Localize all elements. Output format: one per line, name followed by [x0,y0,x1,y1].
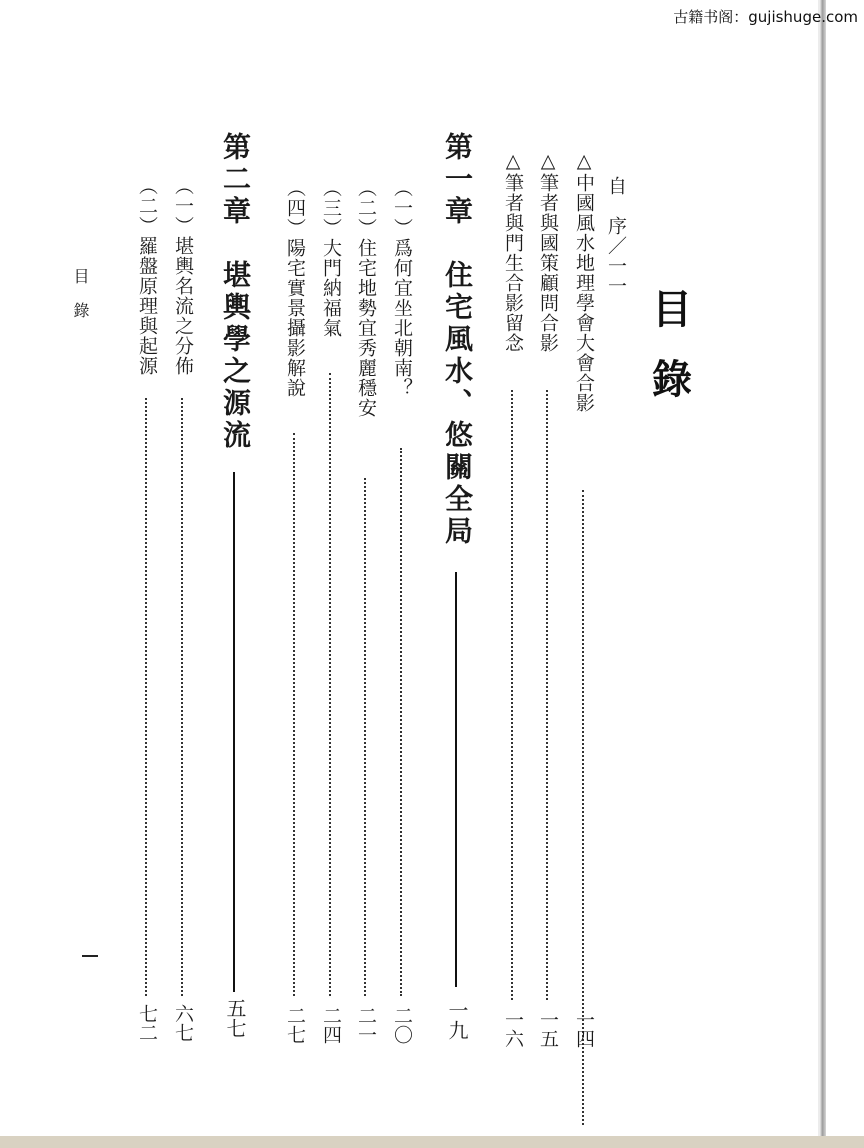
watermark: 古籍书阁：gujishuge.com [673,8,858,26]
toc-section [353,178,379,1048]
chapter-rule [455,572,457,987]
toc-entry-page: 一五 [537,1010,559,1048]
toc-section-label: （三）大門納福氣 [320,178,342,338]
chapter-page: 五七 [223,998,247,1038]
chapter2-heading [218,132,252,1052]
toc-section-page: 二七 [284,1006,306,1044]
toc-section [318,178,344,1048]
folio-number [82,955,98,957]
toc-section-label: （一）爲何宜坐北朝南？ [391,178,413,398]
chapter1-heading [440,132,474,1052]
title-char-2: 錄 [652,356,692,403]
toc-section-label: （二）羅盤原理與起源 [136,176,158,376]
toc-section [170,176,196,1046]
toc-entry-label: △中國風水地理學會大會合影 [573,150,595,413]
chapter-title: 第二章 堪輿學之源流 [219,132,252,452]
toc-section-label: （一）堪輿名流之分佈 [172,176,194,376]
toc-entry [571,150,597,1050]
toc-section-label: （四）陽宅實景攝影解說 [284,178,306,398]
toc-entry-label: △筆者與國策顧問合影 [537,150,559,353]
dot-leader [181,398,183,996]
toc-entry-label: 自 序／一一 [605,176,627,296]
toc-entry-page: 一四 [573,1010,595,1048]
toc-entry-label: △筆者與門生合影留念 [502,150,524,353]
chapter-rule [233,472,235,992]
toc-section-page: 二〇 [391,1006,413,1044]
running-head: 目錄 [71,268,90,336]
dot-leader [145,398,147,996]
toc-section-page: 七二 [136,1004,158,1042]
chapter-title: 第一章 住宅風水、悠關全局 [441,132,474,548]
title-char-1: 目 [652,286,692,333]
dot-leader [546,390,548,1000]
dot-leader [400,448,402,996]
toc-entry [535,150,561,1050]
toc-entry [500,150,526,1050]
page-bottom-edge [0,1136,864,1148]
toc-section-page: 二一 [355,1006,377,1044]
dot-leader [511,390,513,1000]
toc-entry-page: 一六 [502,1010,524,1048]
dot-leader [329,373,331,996]
toc-section [282,178,308,1048]
toc-section-label: （二）住宅地勢宜秀麗穩安 [355,178,377,418]
chapter-page: 一九 [445,1000,469,1040]
dot-leader [364,478,366,996]
toc-section-page: 六七 [172,1004,194,1042]
toc-section-page: 二四 [320,1006,342,1044]
toc-section [389,178,415,1048]
toc-section [134,176,160,1046]
toc-entry-preface [603,176,629,1036]
dot-leader [293,433,295,996]
binding-edge [820,0,826,1148]
